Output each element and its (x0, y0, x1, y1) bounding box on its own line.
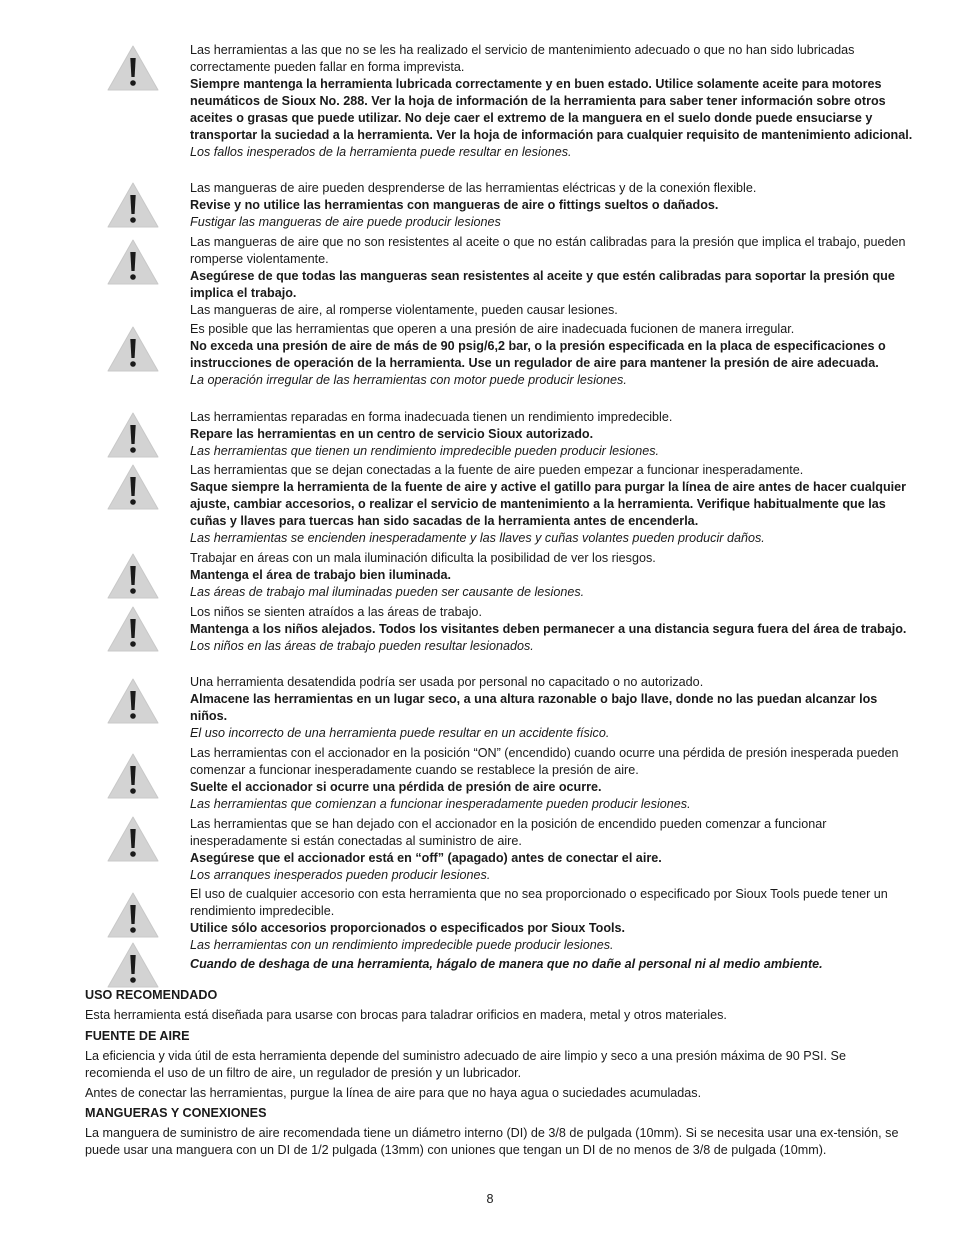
section-text-mangueras: La manguera de suministro de aire recomendada tiene un diámetro interno (DI) de 3/8 de pulgada (10mm). Si se necesita usar una ex-tensión, se puede usar una manguera con un DI de 1/2 pulgada (13mm) con uniones que tengan un DI de no menos de 3/8 de pulgada (10mm). (85, 1126, 899, 1157)
consequence-text: Las áreas de trabajo mal iluminadas pueden ser causante de lesiones. (190, 585, 585, 599)
hazard-text: Las herramientas a las que no se les ha realizado el servicio de mantenimiento adecuado o que no han sido lubricadas correctamente pueden fallar en forma imprevista. (190, 43, 855, 74)
warning-text (190, 604, 915, 655)
consequence-text: Fustigar las mangueras de aire puede producir lesiones (190, 215, 501, 229)
warning-text (190, 745, 915, 813)
hazard-text: Las mangueras de aire que no son resistentes al aceite o que no están calibradas para la presión que implica el trabajo, pueden romperse violentamente. (190, 235, 906, 266)
section-title-fuente: FUENTE DE AIRE (85, 1029, 190, 1043)
consequence-text: La operación irregular de las herramientas con motor puede producir lesiones. (190, 373, 627, 387)
consequence-text: Los arranques inesperados pueden producir lesiones. (190, 868, 491, 882)
instruction-text: Utilice sólo accesorios proporcionados o especificados por Sioux Tools. (190, 921, 626, 935)
warning-triangle-icon (107, 182, 159, 228)
hazard-text: Las herramientas reparadas en forma inadecuada tienen un rendimiento impredecible. (190, 410, 673, 424)
instruction-text: Suelte el accionador si ocurre una pérdida de presión de aire ocurre. (190, 780, 602, 794)
consequence-text: Las herramientas se encienden inesperadamente y las llaves y cuñas volantes pueden producir daños. (190, 531, 765, 545)
section-title-uso: USO RECOMENDADO (85, 988, 218, 1002)
warning-triangle-icon (107, 942, 159, 988)
instruction-text: Mantenga a los niños alejados. Todos los visitantes deben permanecer a una distancia segura fuera del área de trabajo. (190, 622, 907, 636)
hazard-text: Es posible que las herramientas que operen a una presión de aire inadecuada fucionen de manera irregular. (190, 322, 795, 336)
page-number: 8 (486, 1192, 494, 1206)
warning-text (190, 816, 915, 884)
warning-text (190, 886, 915, 954)
warning-triangle-icon (107, 239, 159, 285)
hazard-text: Los niños se sienten atraídos a las áreas de trabajo. (190, 605, 482, 619)
consequence-text: Los fallos inesperados de la herramienta puede resultar en lesiones. (190, 145, 572, 159)
consequence-text: Los niños en las áreas de trabajo pueden resultar lesionados. (190, 639, 534, 653)
warning-triangle-icon (107, 753, 159, 799)
hazard-text: Las herramientas con el accionador en la posición “ON” (encendido) cuando ocurre una pérdida de presión inesperada pueden comenzar a funcionar inesperadamente cuando se restablece la presión de aire. (190, 746, 899, 777)
section-text-uso: Esta herramienta está diseñada para usarse con brocas para taladrar orificios en madera, metal y otros materiales. (85, 1008, 727, 1022)
warning-text (190, 674, 915, 742)
hazard-text: El uso de cualquier accesorio con esta herramienta que no sea proporcionado o especificado por Sioux Tools puede tener un rendimiento impredecible. (190, 887, 888, 918)
hazard-text: Las mangueras de aire pueden desprenderse de las herramientas eléctricas y de la conexión flexible. (190, 181, 757, 195)
warning-triangle-icon (107, 892, 159, 938)
warning-triangle-icon (107, 412, 159, 458)
warning-text (190, 180, 915, 231)
hazard-text: Las herramientas que se dejan conectadas a la fuente de aire pueden empezar a funcionar inesperadamente. (190, 463, 804, 477)
warning-text (190, 234, 915, 319)
section-text-fuente-1: La eficiencia y vida útil de esta herramienta depende del suministro adecuado de aire limpio y seco a una presión máxima de 90 PSI. Se recomienda el uso de un filtro de aire, un regulador de presión y un lubricador. (85, 1049, 846, 1080)
hazard-text: Una herramienta desatendida podría ser usada por personal no capacitado o no autorizado. (190, 675, 704, 689)
section-title-mangueras: MANGUERAS Y CONEXIONES (85, 1106, 267, 1120)
warning-text (190, 462, 915, 547)
instruction-text: Repare las herramientas en un centro de servicio Sioux autorizado. (190, 427, 594, 441)
warning-triangle-icon (107, 45, 159, 91)
instruction-text: Asegúrese que el accionador está en “off” (apagado) antes de conectar el aire. (190, 851, 662, 865)
instruction-text: Revise y no utilice las herramientas con mangueras de aire o fittings sueltos o dañados. (190, 198, 719, 212)
instruction-text: No exceda una presión de aire de más de 90 psig/6,2 bar, o la presión especificada en la placa de especificaciones o instrucciones de operación de la herramienta. Use un regulador de aire para mantener la presión de aire adecuada. (190, 339, 886, 370)
consequence-text: El uso incorrecto de una herramienta puede resultar en un accidente físico. (190, 726, 610, 740)
warning-text (190, 550, 915, 601)
consequence-text: Las herramientas que comienzan a funcionar inesperadamente pueden producir lesiones. (190, 797, 691, 811)
warning-text (190, 321, 915, 389)
instruction-text: Asegúrese de que todas las mangueras sean resistentes al aceite y que estén calibradas para soportar la presión que implica el trabajo. (190, 269, 895, 300)
instruction-text: Mantenga el área de trabajo bien iluminada. (190, 568, 452, 582)
consequence-text: Las herramientas con un rendimiento impredecible puede producir lesiones. (190, 938, 614, 952)
disposal-note: Cuando de deshaga de una herramienta, hágalo de manera que no dañe al personal ni al medio ambiente. (190, 957, 823, 971)
warning-triangle-icon (107, 326, 159, 372)
warning-triangle-icon (107, 678, 159, 724)
section-text-fuente-2: Antes de conectar las herramientas, purgue la línea de aire para que no haya agua o suciedades acumuladas. (85, 1086, 702, 1100)
hazard-text: Las herramientas que se han dejado con el accionador en la posición de encendido pueden comenzar a funcionar inesperadamente si están conectadas al suministro de aire. (190, 817, 827, 848)
warning-triangle-icon (107, 606, 159, 652)
warning-text (190, 42, 915, 161)
consequence-text: Las mangueras de aire, al romperse violentamente, pueden causar lesiones. (190, 303, 618, 317)
instruction-text: Almacene las herramientas en un lugar seco, a una altura razonable o bajo llave, donde no las puedan alcanzar los niños. (190, 692, 878, 723)
warning-triangle-icon (107, 553, 159, 599)
instruction-text: Siempre mantenga la herramienta lubricada correctamente y en buen estado. Utilice solamente aceite para motores neumáticos de Sioux No. 288. Ver la hoja de información de la herramienta para saber tener información sobre otros aceites o grasas que puede utilizar. No deje caer el extremo de la manguera en el suelo donde puede ensuciarse y transportar la suciedad a la herramienta. Ver la hoja de información para cualquier requisito de mantenimiento adicional. (190, 77, 913, 142)
warning-text (190, 409, 915, 460)
warning-triangle-icon (107, 816, 159, 862)
warning-triangle-icon (107, 464, 159, 510)
warning-text (190, 956, 915, 973)
consequence-text: Las herramientas que tienen un rendimiento impredecible pueden producir lesiones. (190, 444, 660, 458)
instruction-text: Saque siempre la herramienta de la fuente de aire y active el gatillo para purgar la línea de aire antes de hacer cualquier ajuste, cambiar accesorios, o realizar el servicio de mantenimiento a la herramienta. Verifique habitualmente que las cuñas y llaves para tuercas han sido sacadas de la herramienta antes de encenderla. (190, 480, 907, 528)
hazard-text: Trabajar en áreas con un mala iluminación dificulta la posibilidad de ver los riesgos. (190, 551, 656, 565)
